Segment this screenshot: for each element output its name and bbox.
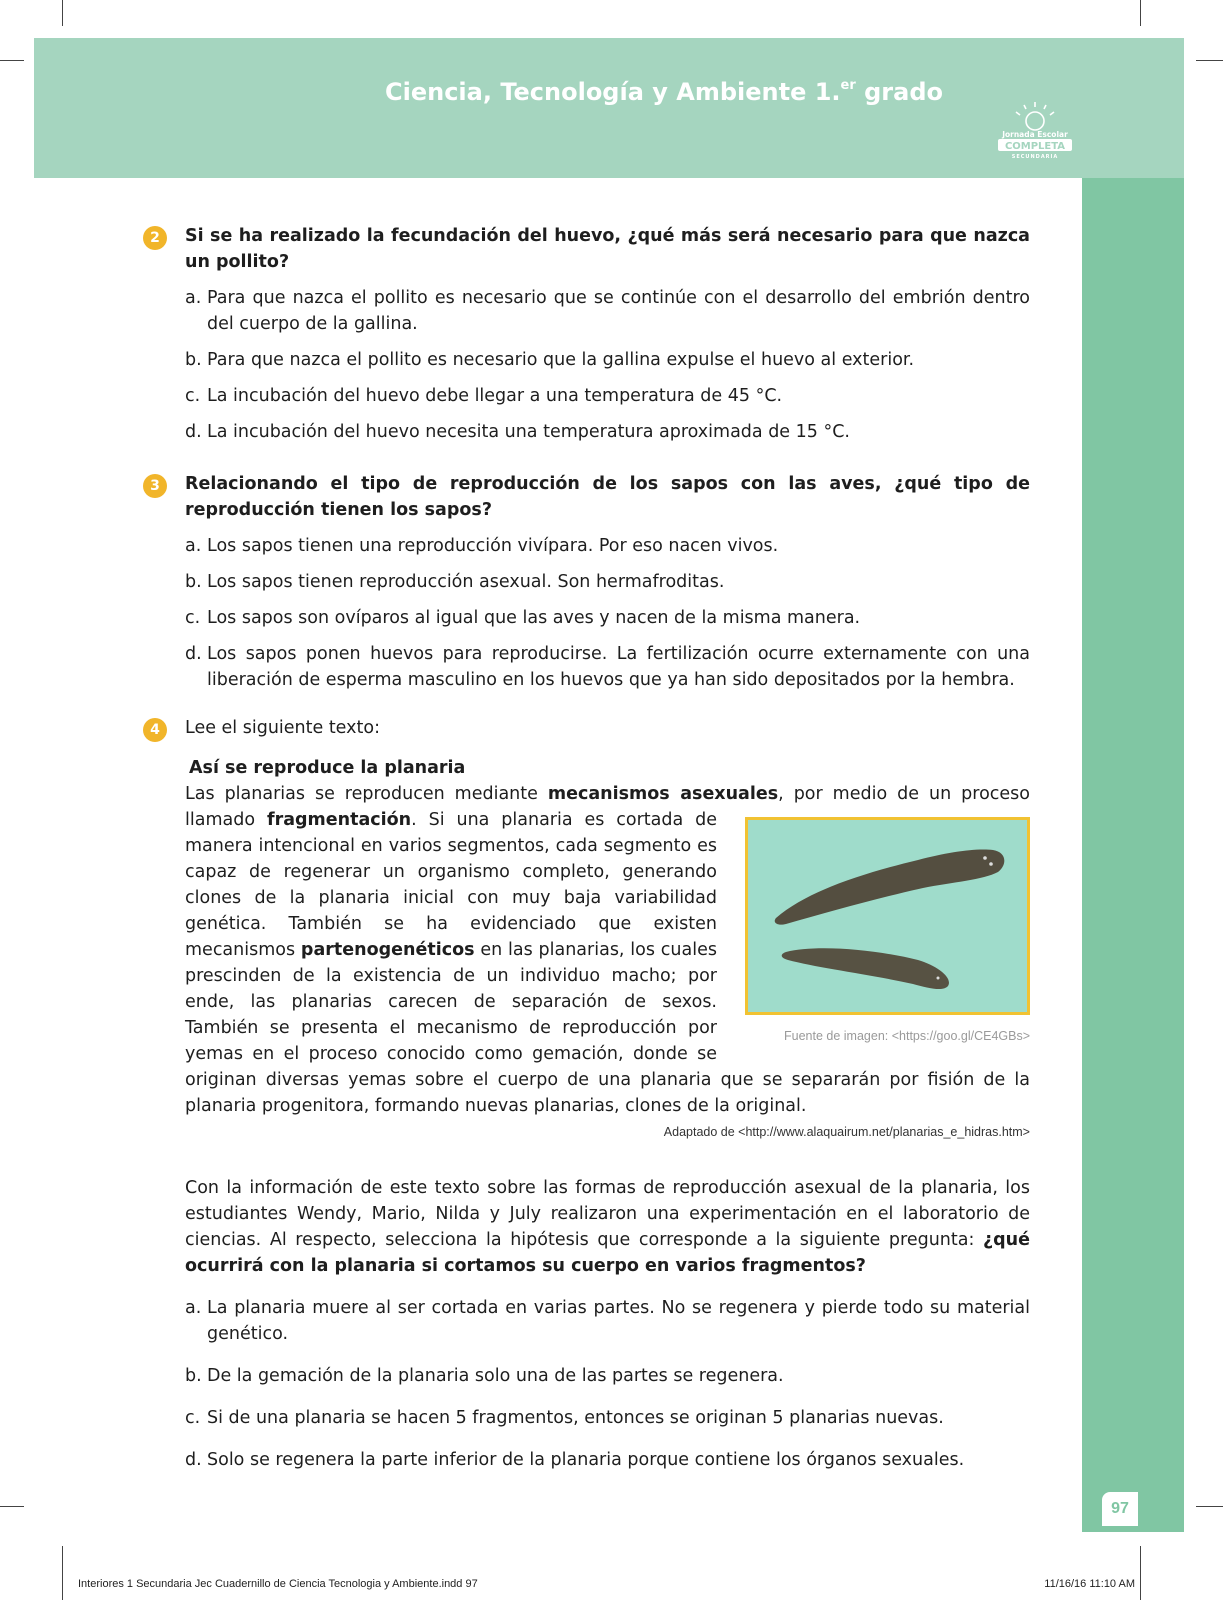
option-b: b. Los sapos tienen reproducción asexual. Son hermafroditas. (185, 572, 725, 592)
source-citation: Adaptado de <http://www.alaquairum.net/planarias_e_hidras.htm> (663, 1125, 1030, 1139)
crop-mark (1196, 60, 1223, 61)
option-d: d. La incubación del huevo necesita una temperatura aproximada de 15 °C. (185, 422, 850, 442)
reading-title: Así se reproduce la planaria (189, 758, 466, 778)
option-c: c. Si de una planaria se hacen 5 fragmentos, entonces se originan 5 planarias nuevas. (185, 1408, 944, 1428)
option-a: a. Los sapos tienen una reproducción vivípara. Por eso nacen vivos. (185, 536, 779, 556)
option-b: b. De la gemación de la planaria solo una de las partes se regenera. (185, 1366, 784, 1386)
reading-text: Las planarias se reproducen mediante mecanismos asexuales, por medio de un proceso llamado fragmentación Fuente de imagen: <https://goo.gl/CE4GBs> . Si una planaria es cortada de manera intencional en varios segmentos, cada segmento es capaz de regenerar un organismo completo, generando clones de la planaria inicial con muy baja variabilidad genética. También se ha evidenciado que existen mecanismos partenogenéticos en las planarias, los cuales prescinden de la existencia de un individuo macho; por ende, las planarias carecen de separación de sexos. También se presenta el mecanismo de reproducción por yemas en el proceso conocido como gemación, donde se originan diversas yemas sobre el cuerpo de una planaria que se separarán por fisión de la planaria progenitora, formando nuevas planarias, clones de la original. (185, 784, 1030, 1116)
svg-text:COMPLETA: COMPLETA (1004, 141, 1066, 152)
print-timestamp: 11/16/16 11:10 AM (1044, 1578, 1135, 1590)
crop-mark (1140, 0, 1141, 26)
option-c: c. La incubación del huevo debe llegar a una temperatura de 45 °C. (185, 386, 783, 406)
question-stem: Relacionando el tipo de reproducción de los sapos con las aves, ¿qué tipo de reproducción tienen los sapos? (185, 474, 1030, 520)
question-number-badge: 3 (143, 474, 167, 498)
hypothesis-paragraph: Con la información de este texto sobre las formas de reproducción asexual de la planaria, los estudiantes Wendy, Mario, Nilda y July realizaron una experimentación en el laboratorio de ciencias. Al respecto, selecciona la hipótesis que corresponde a la siguiente pregunta: ¿qué ocurrirá con la planaria si cortamos su cuerpo en varios fragmentos? (185, 1178, 1030, 1276)
planaria-figure (745, 817, 1030, 1043)
svg-text:Jornada Escolar: Jornada Escolar (1002, 130, 1068, 139)
page-number: 97 (1102, 1492, 1138, 1526)
question-number-badge: 2 (143, 226, 167, 250)
crop-mark (1196, 1506, 1223, 1507)
option-d: d. Los sapos ponen huevos para reproducirse. La fertilización ocurre externamente con una liberación de esperma masculino en los huevos que ya han sido depositados por la hembra. (185, 644, 1030, 690)
question-4 (150, 715, 1030, 1473)
crop-mark (0, 1506, 24, 1507)
file-name: Interiores 1 Secundaria Jec Cuadernillo de Ciencia Tecnologia y Ambiente.indd 97 (78, 1578, 478, 1590)
svg-text:SECUNDARIA: SECUNDARIA (1011, 154, 1059, 160)
option-c: c. Los sapos son ovíparos al igual que las aves y nacen de la misma manera. (185, 608, 861, 628)
option-a: a. La planaria muere al ser cortada en varias partes. No se regenera y pierde todo su material genético. (185, 1298, 1030, 1344)
hypothesis-options (185, 1295, 1030, 1473)
main-content (150, 223, 1030, 1487)
crop-mark (0, 60, 24, 61)
question-stem: Si se ha realizado la fecundación del huevo, ¿qué más será necesario para que nazca un pollito? (185, 226, 1030, 272)
side-band (1082, 178, 1184, 1532)
question-number-badge: 4 (143, 718, 167, 742)
option-d: d. Solo se regenera la parte inferior de la planaria porque contiene los órganos sexuales. (185, 1450, 965, 1470)
option-b: b. Para que nazca el pollito es necesario que la gallina expulse el huevo al exterior. (185, 350, 915, 370)
crop-mark (62, 0, 63, 26)
option-a: a. Para que nazca el pollito es necesario que se continúe con el desarrollo del embrión dentro del cuerpo de la gallina. (185, 288, 1030, 334)
image-caption: Fuente de imagen: <https://goo.gl/CE4GBs> (784, 1029, 1030, 1043)
question-3 (150, 471, 1030, 693)
page-title: Ciencia, Tecnología y Ambiente 1.$^{er}$ grado (385, 78, 943, 106)
jornada-escolar-logo (995, 100, 1075, 160)
crop-mark (62, 1546, 63, 1600)
question-2 (150, 223, 1030, 445)
planaria-photo (745, 817, 1030, 1015)
crop-mark (1140, 1546, 1141, 1600)
question-intro: Lee el siguiente texto: (185, 718, 380, 738)
